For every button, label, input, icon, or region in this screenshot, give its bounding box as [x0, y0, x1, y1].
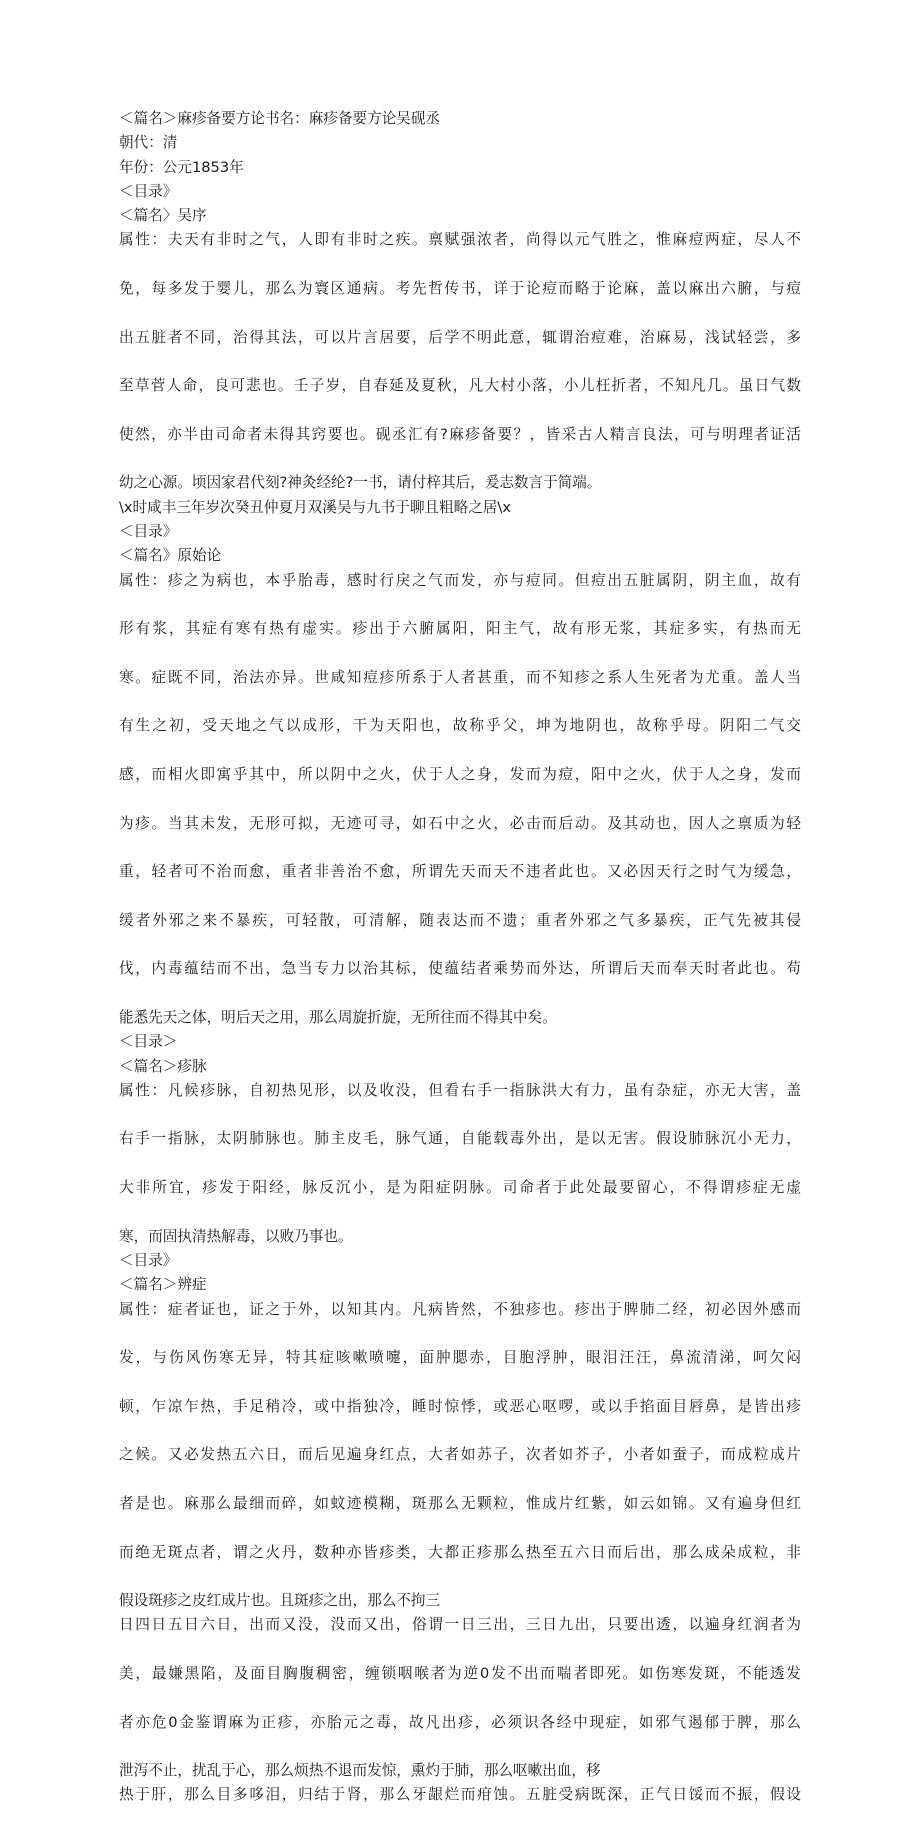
- body-line: 属性：夫天有非时之气，人即有非时之疾。禀赋强浓者，尚得以元气胜之，惟麻痘两症，尽人不: [119, 231, 801, 249]
- body-line: 而绝无斑点者，谓之火丹，数种亦皆疹类，大都正疹那么热至五六日而后出，那么成朵成粒，非: [119, 1543, 801, 1561]
- body-line: 重，轻者可不治而愈，重者非善治不愈，所谓先天而天不违者此也。又必因天行之时气为缓急，: [119, 863, 801, 881]
- body-line: 寒，而固执清热解毒，以败乃事也。: [119, 1227, 353, 1245]
- title-line: ＜篇名＞麻疹备要方论书名：麻疹备要方论吴砚丞: [119, 110, 441, 127]
- body-line: 幼之心源。顷因家君代刻?神灸经纶?一书，请付梓其后，爰志数言于简端。: [119, 474, 602, 492]
- toc-marker: ＜目录＞: [119, 1033, 178, 1051]
- body-line: 顿，乍凉乍热，手足稍冷，或中指独冷，睡时惊悸，或恶心呕啰，或以手掐面目唇鼻，是皆出疹: [119, 1397, 801, 1415]
- section-heading: ＜篇名＞疹脉: [119, 1057, 207, 1075]
- body-line: 缓者外邪之来不暴疾，可轻散，可清解，随表达而不遗；重者外邪之气多暴疾，正气先被其侵: [119, 911, 801, 929]
- body-line: 日四日五日六日，出而又没，没而又出，俗谓一日三出，三日九出，只要出透，以遍身红润者为: [119, 1616, 801, 1634]
- body-line: 假设斑疹之皮红成片也。且斑疹之出，那么不拘三: [119, 1592, 441, 1610]
- toc-marker: ＜目录》: [119, 182, 178, 200]
- body-line: 至草菅人命，良可悲也。壬子岁，自春延及夏秋，凡大村小落，小儿枉折者，不知凡几。虽日气数: [119, 377, 801, 395]
- body-line: 能悉先天之体，明后天之用，那么周旋折旋，无所往而不得其中矣。: [119, 1008, 557, 1026]
- body-line: 泄泻不止，扰乱于心，那么烦热不退而发惊，熏灼于肺，那么呕嗽出血，移: [119, 1762, 601, 1780]
- body-line: 出五脏者不同，治得其法，可以片言居要，后学不明此意，辄谓治痘难，治麻易，浅试轻尝，多: [119, 328, 801, 346]
- body-line: 大非所宜，疹发于阳经，脉反沉小，是为阳症阴脉。司命者于此处最要留心，不得谓疹症无虚: [119, 1179, 801, 1197]
- body-line: 发，与伤风伤寒无异，特其症咳嗽喷嚏，面肿腮赤，目胞浮肿，眼泪汪汪，鼻流清涕，呵欠闷: [119, 1349, 801, 1367]
- document-page: [119, 107, 801, 1832]
- body-line: 属性：凡候疹脉，自初热见形，以及收没，但看右手一指脉洪大有力，虽有杂症，亦无大害，盖: [119, 1081, 801, 1099]
- body-line: 免，每多发于婴儿，那么为寰区通病。考先哲传书，详于论痘而略于论麻，盖以麻出六腑，与痘: [119, 280, 801, 298]
- body-line: 美，最嫌黑陷，及面目胸腹稠密，缠锁咽喉者为逆0发不出而喘者即死。如伤寒发斑，不能透发: [119, 1665, 801, 1682]
- body-line: 感，而相火即寓乎其中，所以阴中之火，伏于人之身，发而为痘，阳中之火，伏于人之身，发而: [119, 766, 801, 784]
- toc-marker: ＜目录》: [119, 1251, 178, 1269]
- body-line: 使然，亦半由司命者未得其窍要也。砚丞汇有?麻疹备要？，皆采古人精言良法，可与明理者证活: [119, 425, 801, 443]
- body-line: 有生之初，受天地之气以成形，干为天阳也，故称乎父，坤为地阴也，故称乎母。阴阳二气交: [119, 717, 801, 735]
- body-line: 者亦危0金鉴谓麻为正疹，亦胎元之毒，故凡出疹，必须识各经中现症，如邪气遏郁于脾，那么: [119, 1713, 801, 1731]
- body-line: 为疹。当其未发，无形可拟，无迹可寻，如石中之火，必击而后动。及其动也，因人之禀质为轻: [119, 814, 801, 832]
- section-heading: ＜篇名》原始论: [119, 547, 222, 565]
- body-line: 寒。症既不同，治法亦异。世咸知痘疹所系于人者甚重，而不知疹之系人生死者为尤重。盖人当: [119, 668, 801, 686]
- section-heading: ＜篇名〉吴序: [119, 207, 207, 225]
- preface-signature: \x时咸丰三年岁次癸丑仲夏月双溪吴与九书于聊且粗略之居\x: [119, 498, 511, 516]
- year-line: 年份：公元1853年: [119, 158, 244, 176]
- body-line: 者是也。麻那么最细而碎，如蚊迹模糊，斑那么无颗粒，惟成片红紫，如云如锦。又有遍身但红: [119, 1494, 801, 1512]
- dynasty-line: 朝代：清: [119, 134, 178, 152]
- body-line: 属性：疹之为病也，本乎胎毒，感时行戾之气而发，亦与痘同。但痘出五脏属阴，阴主血，故有: [119, 571, 801, 589]
- body-line: 伐，内毒蕴结而不出，急当专力以治其标，使蕴结者乘势而外达，所谓后天而奉天时者此也。苟: [119, 960, 801, 978]
- section-heading: ＜篇名＞辨症: [119, 1276, 207, 1294]
- body-line: 之候。又必发热五六日，而后见遍身红点，大者如苏子，次者如芥子，小者如蚕子，而成粒成片: [119, 1446, 801, 1464]
- body-line: 热于肝，那么目多哆泪，归结于肾，那么牙龈烂而疳蚀。五脏受病既深，正气日馁而不振，假设: [119, 1786, 801, 1804]
- body-line: 形有浆，其症有寒有热有虚实。疹出于六腑属阳，阳主气，故有形无浆，其症多实，有热而无: [119, 620, 801, 638]
- body-line: 属性：症者证也，证之于外，以知其内。凡病皆然，不独疹也。疹出于脾肺二经，初必因外感而: [119, 1300, 801, 1318]
- toc-marker: ＜目录》: [119, 523, 178, 541]
- body-line: 右手一指脉，太阴肺脉也。肺主皮毛，脉气通，自能载毒外出，是以无害。假设肺脉沉小无力，: [119, 1130, 801, 1148]
